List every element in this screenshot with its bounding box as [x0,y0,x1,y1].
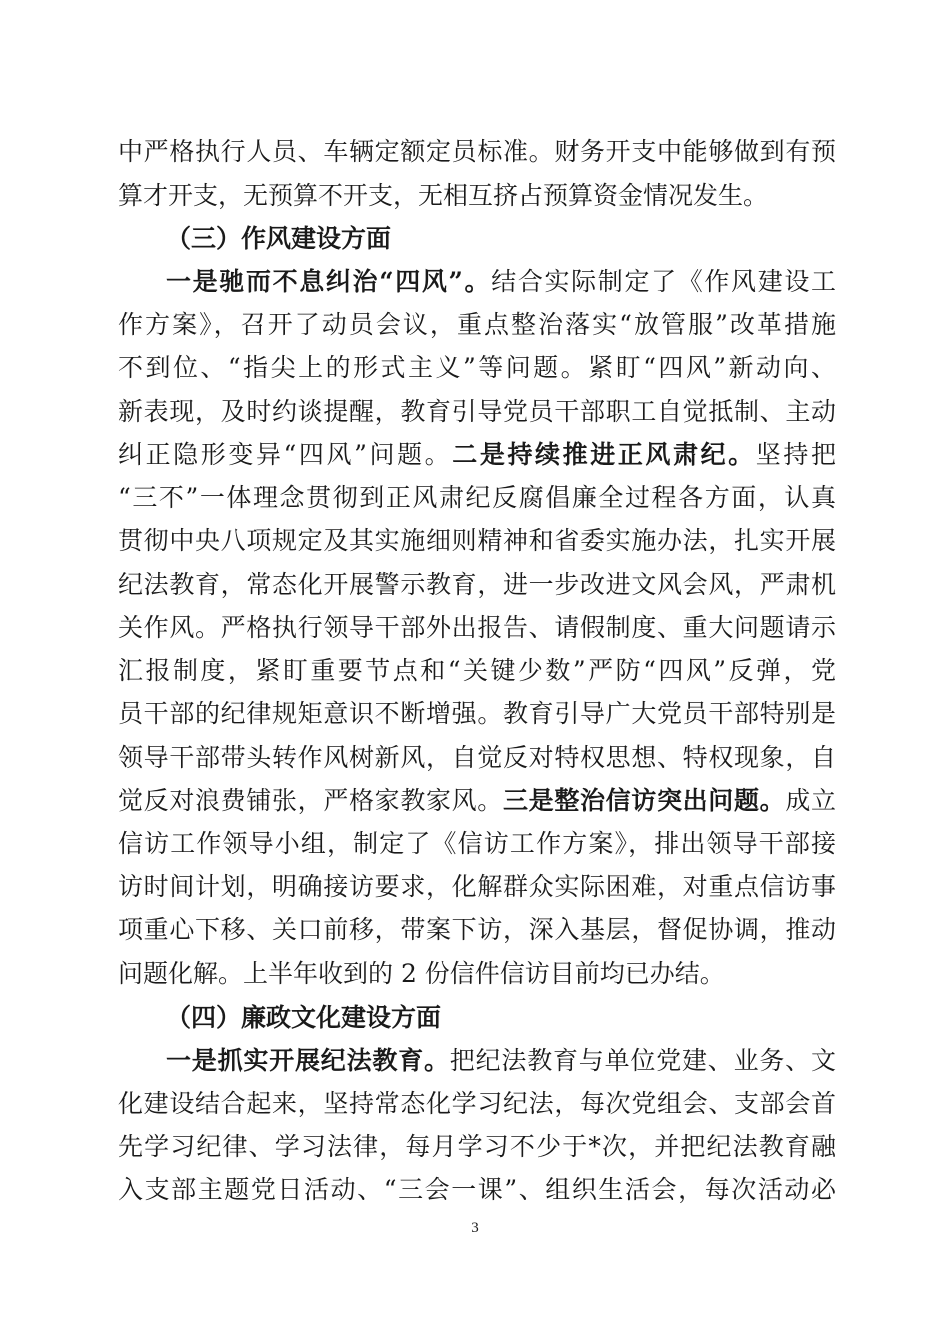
paragraph-line [118,523,836,559]
bold-lead: 一是驰而不息纠治“四风”。 [166,267,492,296]
text-run: 访时间计划，明确接访要求，化解群众实际困难，对重点信访事 [118,872,836,901]
text-run: 贯彻中央八项规定及其实施细则精神和省委实施办法，扎实开展 [118,526,836,555]
paragraph-line [118,437,836,473]
text-run: 汇报制度，紧盯重要节点和“关键少数”严防“四风”反弹，党 [118,656,836,685]
text-run: 信访工作领导小组，制定了《信访工作方案》，排出领导干部接 [118,829,836,858]
paragraph-line [118,394,836,430]
paragraph-line [118,307,836,343]
text-run: 项重心下移、关口前移，带案下访，深入基层，督促协调，推动 [118,915,836,944]
paragraph-line [118,134,836,170]
text-run: 纠正隐形变异“四风”问题。 [118,440,453,469]
text-run: 领导干部带头转作风树新风，自觉反对特权思想、特权现象，自 [118,743,836,772]
bold-lead: 一是抓实开展纪法教育。 [166,1046,450,1075]
section-heading-4 [166,1000,441,1036]
text-run: 关作风。严格执行领导干部外出报告、请假制度、重大问题请示 [118,613,836,642]
text-run: 坚持把 [755,440,836,469]
page-number: 3 [471,1220,479,1236]
paragraph-line [118,1086,836,1122]
text-run: 中严格执行人员、车辆定额定员标准。财务开支中能够做到有预 [118,137,836,166]
text-run: 纪法教育，常态化开展警示教育，进一步改进文风会风，严肃机 [118,570,836,599]
text-run: “三不”一体理念贯彻到正风肃纪反腐倡廉全过程各方面，认真 [118,483,836,512]
paragraph-line [118,696,836,732]
text-run: 问题化解。上半年收到的 2 份信件信访目前均已办结。 [118,959,725,988]
paragraph-line [118,826,836,862]
section-heading-3 [166,221,391,257]
paragraph-line [166,1043,836,1079]
bold-lead: 二是持续推进正风肃纪。 [452,440,756,469]
paragraph-line [118,653,836,689]
paragraph-line [118,956,836,992]
text-run: 把纪法教育与单位党建、业务、文 [449,1046,836,1075]
text-run: 入支部主题党日活动、“三会一课”、组织生活会，每次活动必 [118,1175,836,1204]
paragraph-line [118,1129,836,1165]
text-run: 算才开支，无预算不开支，无相互挤占预算资金情况发生。 [118,181,769,210]
text-run: 觉反对浪费铺张，严格家教家风。 [118,786,503,815]
text-run: 员干部的纪律规矩意识不断增强。教育引导广大党员干部特别是 [118,699,836,728]
paragraph-line [118,610,836,646]
heading-text: （四）廉政文化建设方面 [166,1003,442,1032]
text-run: 成立 [785,786,836,815]
bold-lead: 三是整治信访突出问题。 [502,786,786,815]
paragraph-line [118,869,836,905]
text-run: 化建设结合起来，坚持常态化学习纪法，每次党组会、支部会首 [118,1089,836,1118]
text-run: 不到位、“指尖上的形式主义”等问题。紧盯“四风”新动向、 [118,353,836,382]
heading-text: （三）作风建设方面 [166,224,392,253]
paragraph-line [118,178,836,214]
text-run: 结合实际制定了《作风建设工 [491,267,836,296]
paragraph-line [118,1172,836,1208]
paragraph-line [118,783,836,819]
paragraph-line [118,480,836,516]
paragraph-line [166,264,836,300]
text-run: 作方案》，召开了动员会议，重点整治落实“放管服”改革措施 [118,310,836,339]
paragraph-line [118,740,836,776]
paragraph-line [118,912,836,948]
paragraph-line [118,567,836,603]
paragraph-line [118,350,836,386]
text-run: 先学习纪律、学习法律，每月学习不少于*次，并把纪法教育融 [118,1132,836,1161]
text-run: 新表现，及时约谈提醒，教育引导党员干部职工自觉抵制、主动 [118,397,836,426]
